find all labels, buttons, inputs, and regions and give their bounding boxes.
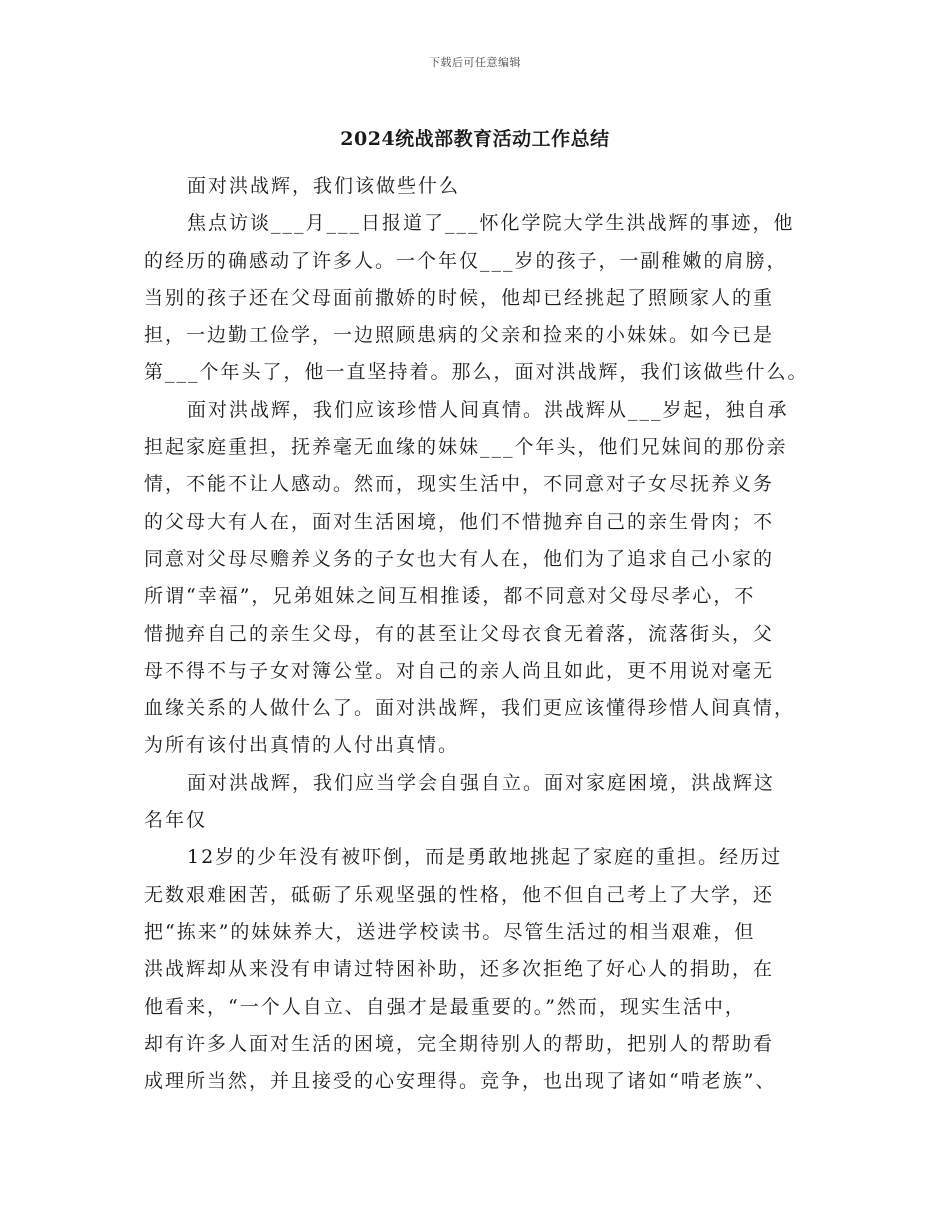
paragraph-heading: 面对洪战辉，我们该做些什么	[187, 175, 461, 197]
text-line: 第___个年头了，他一直坚持着。那么，面对洪战辉，我们该做些什么。	[144, 361, 809, 384]
text-line: 把“拣来”的妹妹养大，送进学校读书。尽管生活过的相当艰难，但	[144, 920, 756, 943]
text-line: 所谓“幸福”，兄弟姐妹之间互相推诿，都不同意对父母尽孝心，不	[144, 585, 756, 608]
text-line: 惜抛弃自己的亲生父母，有的甚至让父母衣食无着落，流落街头，父	[144, 622, 775, 645]
text-line: 名年仅	[144, 809, 208, 832]
text-line: 洪战辉却从来没有申请过特困补助，还多次拒绝了好心人的捐助，在	[144, 958, 775, 981]
text-line: 母不得不与子女对簿公堂。对自己的亲人尚且如此，更不用说对毫无	[144, 659, 775, 682]
text-line: 当别的孩子还在父母面前撒娇的时候，他却已经挑起了照顾家人的重	[144, 286, 775, 309]
text-line: 焦点访谈___月___日报道了___怀化学院大学生洪战辉的事迹，他	[187, 212, 795, 235]
text-line: 的经历的确感动了许多人。一个年仅___岁的孩子，一副稚嫩的肩膀，	[144, 249, 788, 272]
text-line: 的父母大有人在，面对生活困境，他们不惜抛弃自己的亲生骨肉；不	[144, 510, 775, 533]
text-line: 情，不能不让人感动。然而，现实生活中，不同意对子女尽抚养义务	[144, 473, 775, 496]
page-header-note: 下载后可任意编辑	[429, 56, 521, 69]
text-line: 12岁的少年没有被吓倒，而是勇敢地挑起了家庭的重担。经历过	[187, 846, 783, 869]
text-line: 他看来，“一个人自立、自强才是最重要的。”然而，现实生活中，	[144, 995, 746, 1018]
text-line: 面对洪战辉，我们应当学会自强自立。面对家庭困境，洪战辉这	[187, 771, 776, 794]
text-line: 担，一边勤工俭学，一边照顾患病的父亲和捡来的小妹妹。如今已是	[144, 324, 775, 347]
text-line: 面对洪战辉，我们应该珍惜人间真情。洪战辉从___岁起，独自承	[187, 398, 789, 421]
document-title: 2024统战部教育活动工作总结	[340, 128, 610, 150]
text-line: 成理所当然，并且接受的心安理得。竞争，也出现了诸如“啃老族”、	[144, 1070, 777, 1093]
text-line: 无数艰难困苦，砥砺了乐观坚强的性格，他不但自己考上了大学，还	[144, 883, 775, 906]
text-line: 同意对父母尽赡养义务的子女也大有人在，他们为了追求自己小家的	[144, 547, 775, 570]
text-line: 担起家庭重担，抚养毫无血缘的妹妹___个年头，他们兄妹间的那份亲	[144, 436, 788, 459]
text-line: 为所有该付出真情的人付出真情。	[144, 734, 460, 757]
text-line: 血缘关系的人做什么了。面对洪战辉，我们更应该懂得珍惜人间真情，	[144, 697, 796, 720]
text-line: 却有许多人面对生活的困境，完全期待别人的帮助，把别人的帮助看	[144, 1032, 775, 1055]
document-body	[144, 168, 820, 1100]
